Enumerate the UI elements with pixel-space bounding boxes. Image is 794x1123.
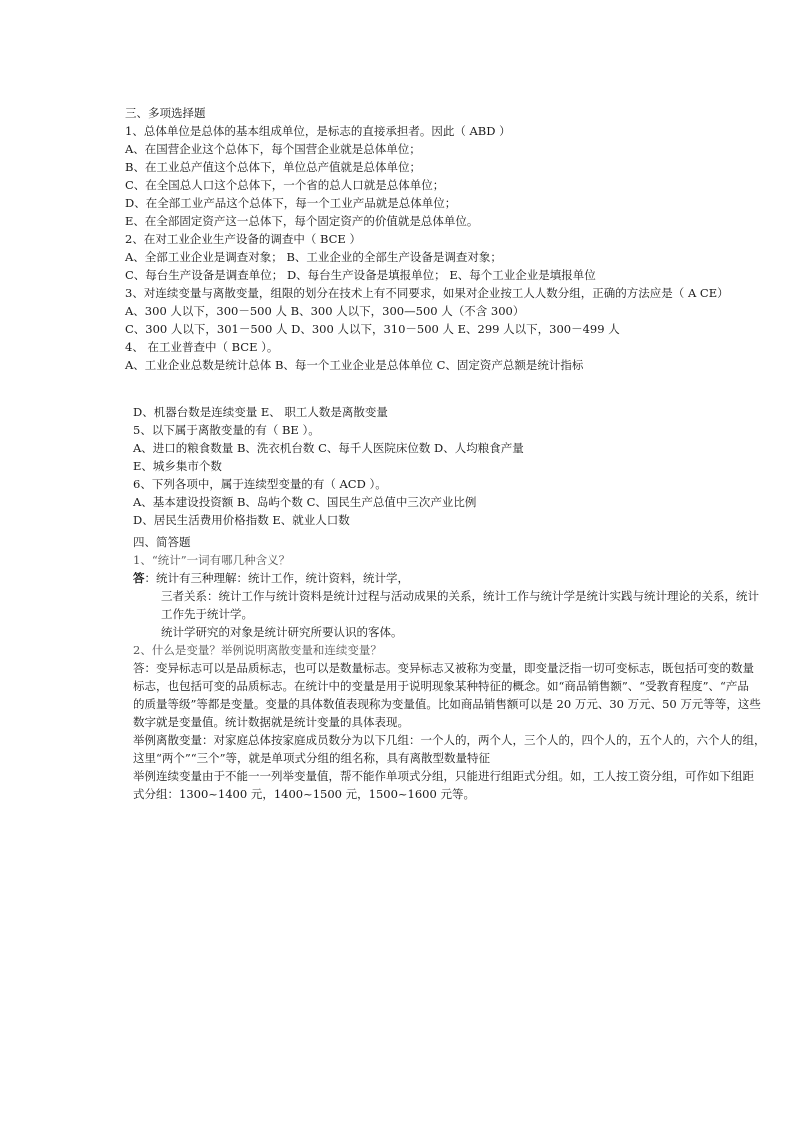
short-answer-2-line-5: 举例离散变量：对家庭总体按家庭成员数分为以下几组：一个人的，两个人，三个人的，四个人的，五个人的，六个人的组， [133,733,766,747]
question-1-option-b: B、在工业总产值这个总体下，单位总产值就是总体单位； [125,160,421,174]
question-1-option-a: A、在国营企业这个总体下，每个国营企业就是总体单位； [125,142,421,156]
short-answer-2-line-7: 举例连续变量由于不能一一列举变量值，帮不能作单项式分组，只能进行组距式分组。如，工人按工资分组，可作如下组距 [133,769,754,783]
question-1-stem: 1、总体单位是总体的基本组成单位，是标志的直接承担者。因此（ ABD ） [125,124,511,138]
short-answer-1-line-4: 统计学研究的对象是统计研究所要认识的客体。 [161,625,403,639]
question-4-options-abc: A、工业企业总数是统计总体 B、每一个工业企业是总体单位 C、固定资产总额是统计指标 [125,358,584,372]
section-heading-short-answer: 四、简答题 [133,535,191,549]
question-5-stem: 5、以下属于离散变量的有（ BE ）。 [133,423,320,437]
short-answer-1-line-3: 工作先于统计学。 [161,607,253,621]
short-answer-1-line-1: 答：统计有三种理解：统计工作，统计资料，统计学， [133,571,409,585]
question-3-options-ab: A、300 人以下，300－500 人 B、300 人以下，300—500 人（不含 300） [125,304,525,318]
question-2-options-ab: A、全部工业企业是调查对象； B、工业企业的全部生产设备是调查对象； [125,250,502,264]
section-heading-multiple-choice: 三、多项选择题 [125,106,206,120]
question-6-options-de: D、居民生活费用价格指数 E、就业人口数 [133,513,350,527]
question-4-options-de: D、机器台数是连续变量 E、 职工人数是离散变量 [133,405,388,419]
question-5-option-e: E、城乡集市个数 [133,459,222,473]
short-answer-2-line-4: 数字就是变量值。统计数据就是统计变量的具体表现。 [133,715,409,729]
question-1-option-c: C、在全国总人口这个总体下，一个省的总人口就是总体单位； [125,178,445,192]
question-1-option-e: E、在全部固定资产这一总体下，每个固定资产的价值就是总体单位。 [125,214,479,228]
question-3-stem: 3、对连续变量与离散变量，组限的划分在技术上有不同要求，如果对企业按工人人数分组，正确的方法应是（ A CE） [125,286,729,300]
question-1-option-d: D、在全部工业产品这个总体下，每一个工业产品就是总体单位； [125,196,457,210]
question-3-options-cde: C、300 人以下，301－500 人 D、300 人以下，310－500 人 E、299 人以下，300－499 人 [125,322,620,336]
short-answer-2-line-1: 答：变异标志可以是品质标志，也可以是数量标志。变异标志又被称为变量，即变量泛指一切可变标志，既包括可变的数量 [133,661,754,675]
question-6-options-abc: A、基本建设投资额 B、岛屿个数 C、国民生产总值中三次产业比例 [133,495,477,509]
short-question-1: 1、“统计”一词有哪几种含义？ [133,553,291,567]
question-4-stem: 4、 在工业普查中（ BCE ）。 [125,340,279,354]
short-answer-2-line-6: 这里“两个”“三个”等，就是单项式分组的组名称，具有离散型数量特征 [133,751,491,765]
question-5-options-abcd: A、进口的粮食数量 B、洗衣机台数 C、每千人医院床位数 D、人均粮食产量 [133,441,524,455]
short-answer-1-line-2: 三者关系：统计工作与统计资料是统计过程与活动成果的关系，统计工作与统计学是统计实践与统计理论的关系，统计 [161,589,759,603]
question-2-options-cde: C、每台生产设备是调查单位； D、每台生产设备是填报单位； E、每个工业企业是填报单位 [125,268,596,282]
answer-label: 答 [133,571,145,585]
question-6-stem: 6、下列各项中，属于连续型变量的有（ ACD ）。 [133,477,387,491]
question-2-stem: 2、在对工业企业生产设备的调查中（ BCE ） [125,232,361,246]
short-answer-2-line-8: 式分组：1300~1400 元，1400~1500 元，1500~1600 元等。 [133,787,475,801]
short-answer-2-line-3: 的质量等级”等都是变量。变量的具体数值表现称为变量值。比如商品销售额可以是 20 万元、30 万元、50 万元等等，这些 [133,697,761,711]
short-answer-2-line-2: 标志，也包括可变的品质标志。在统计中的变量是用于说明现象某种特征的概念。如“商品销售额”、“受教育程度”、“产品 [133,679,749,693]
short-question-2: 2、什么是变量？举例说明离散变量和连续变量？ [133,643,382,657]
